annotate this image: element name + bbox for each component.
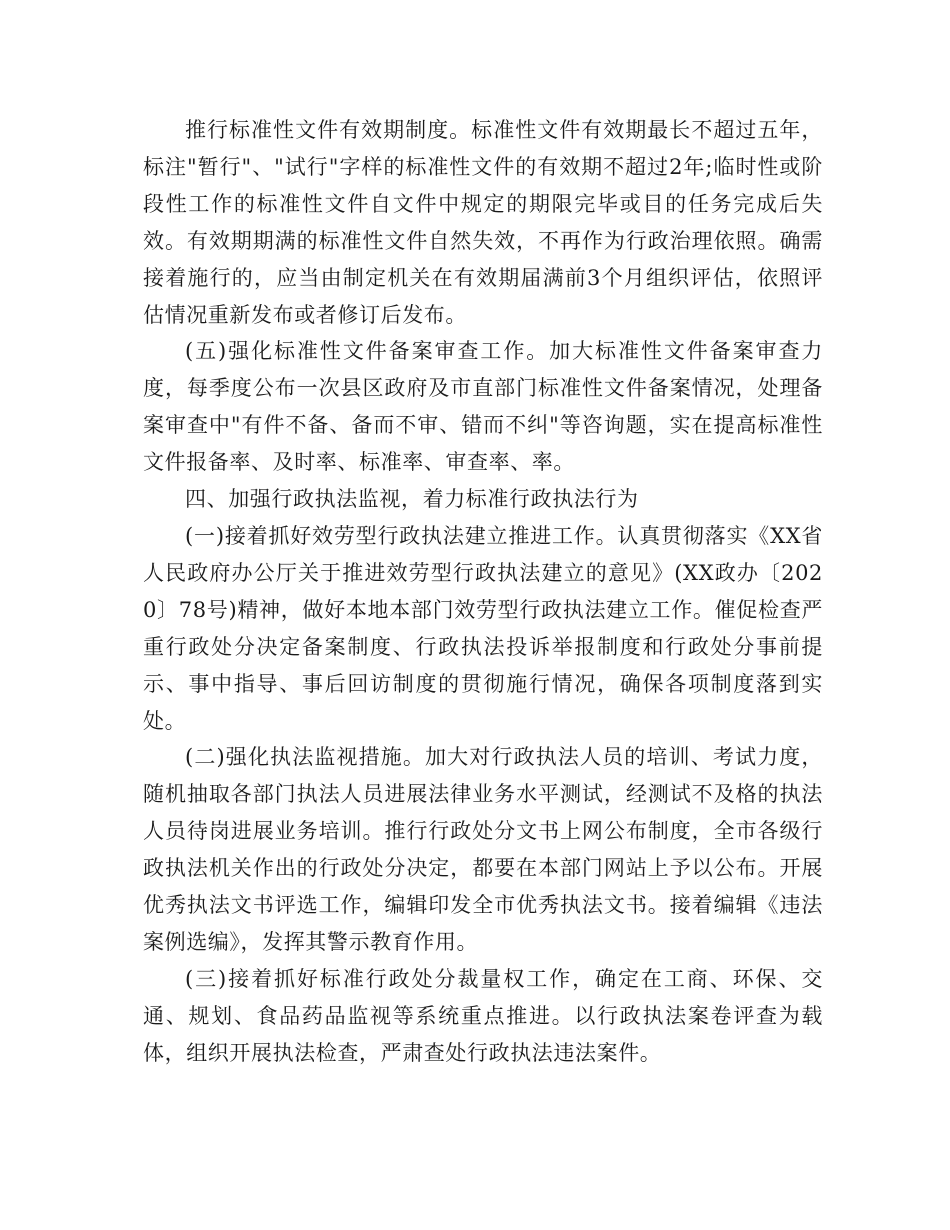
paragraph-validity-period: 推行标准性文件有效期制度。标准性文件有效期最长不超过五年，标注"暂行"、"试行"字样的标准性文件的有效期不超过2年;临时性或阶段性工作的标准性文件自文件中规定的期限完毕或目的任务完成后失效。有效期期满的标准性文件自然失效，不再作为行政治理依照。确需接着施行的，应当由制定机关在有效期届满前3个月组织评估，依照评估情况重新发布或者修订后发布。: [143, 118, 823, 327]
paragraph-service-enforcement: (一)接着抓好效劳型行政执法建立推进工作。认真贯彻落实《XX省人民政府办公厅关于推进效劳型行政执法建立的意见》(XX政办〔2020〕78号)精神，做好本地本部门效劳型行政执法建立工作。催促检查严重行政处分决定备案制度、行政执法投诉举报制度和行政处分事前提示、事中指导、事后回访制度的贯彻施行情况，确保各项制度落到实处。: [143, 523, 823, 733]
section-heading-law-enforcement: 四、加强行政执法监视，着力标准行政执法行为: [185, 487, 639, 512]
paragraph-discretion-power: (三)接着抓好标准行政处分裁量权工作，确定在工商、环保、交通、规划、食品药品监视等系统重点推进。以行政执法案卷评查为载体，组织开展执法检查，严肃查处行政执法违法案件。: [143, 966, 823, 1065]
paragraph-filing-review: (五)强化标准性文件备案审查工作。加大标准性文件备案审查力度，每季度公布一次县区政府及市直部门标准性文件备案情况，处理备案审查中"有件不备、备而不审、错而不纠"等咨询题，实在提高标准性文件报备率、及时率、标准率、审查率、率。: [143, 339, 823, 475]
document-body: [143, 112, 823, 1072]
paragraph-supervision-measures: (二)强化执法监视措施。加大对行政执法人员的培训、考试力度，随机抽取各部门执法人员进展法律业务水平测试，经测试不及格的执法人员待岗进展业务培训。推行行政处分文书上网公布制度，全市各级行政执法机关作出的行政处分决定，都要在本部门网站上予以公布。开展优秀执法文书评选工作，编辑印发全市优秀执法文书。接着编辑《违法案例选编》，发挥其警示教育作用。: [143, 745, 823, 954]
